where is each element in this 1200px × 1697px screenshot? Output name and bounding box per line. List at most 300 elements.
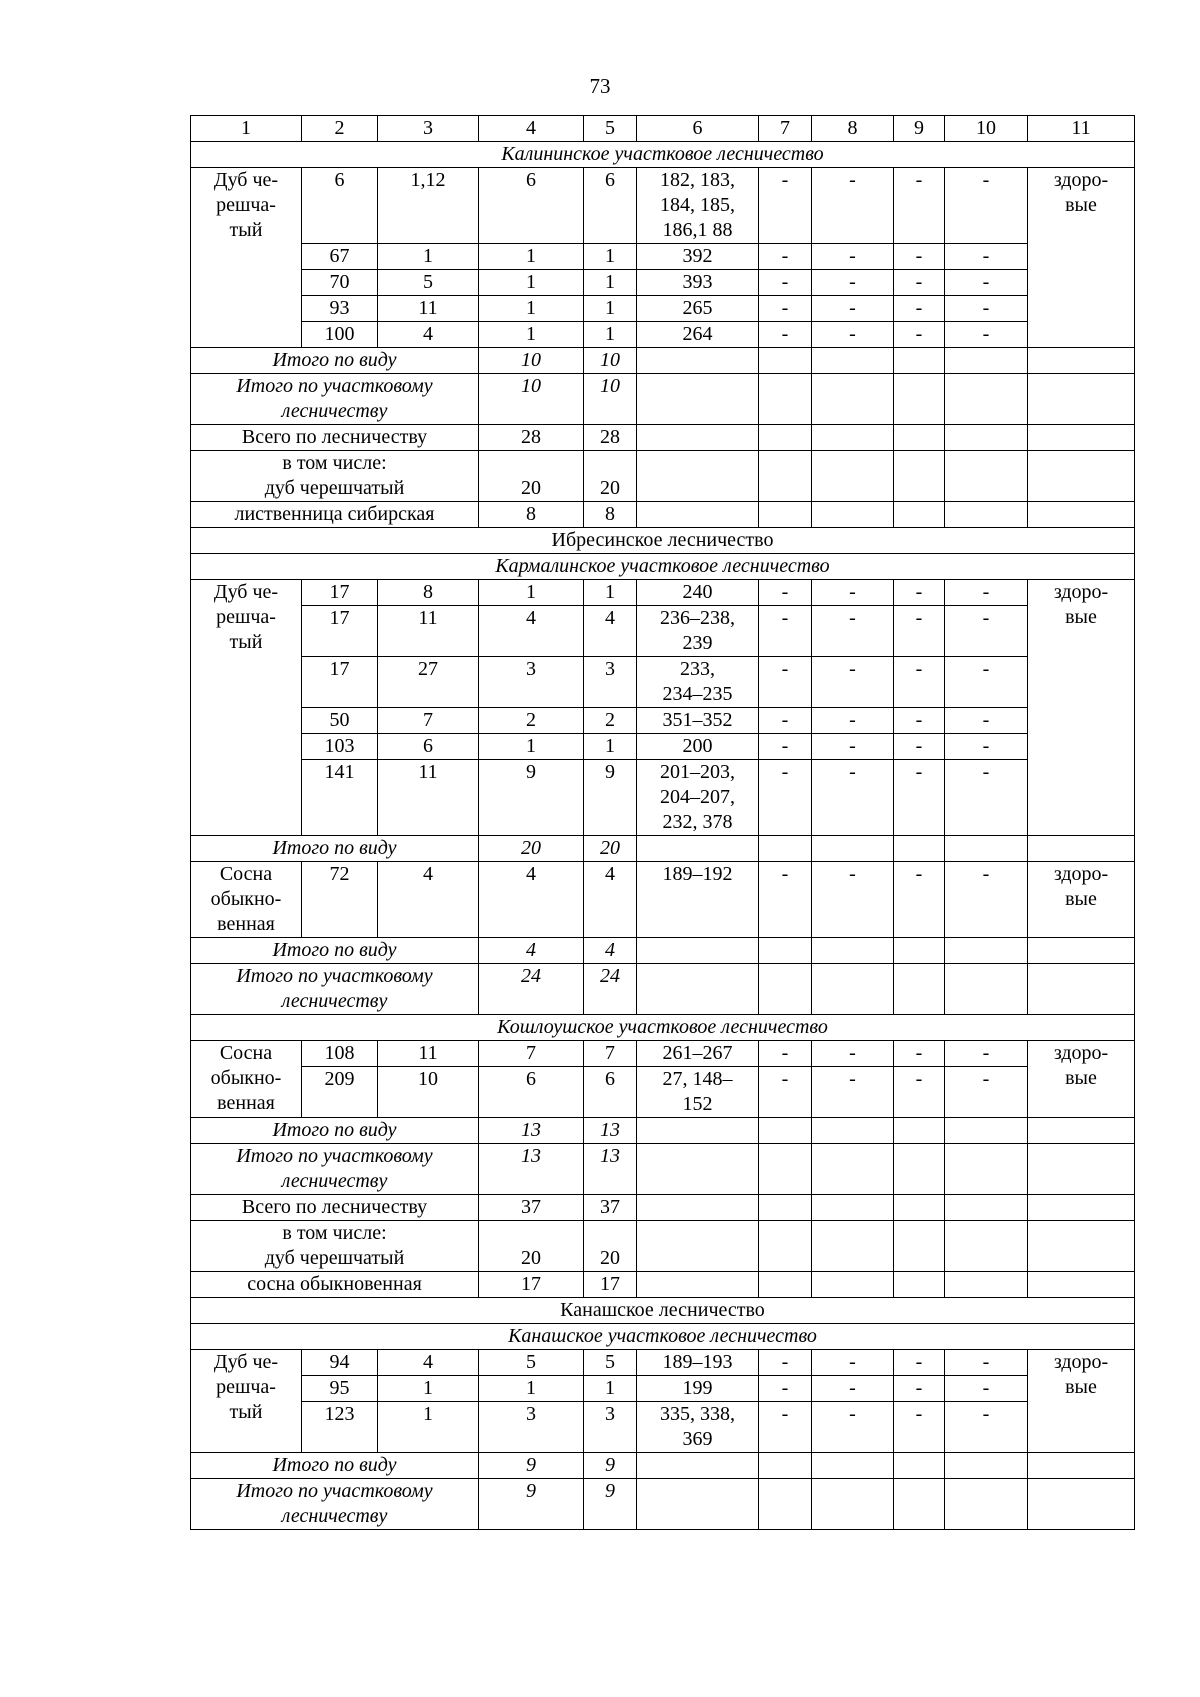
empty-cell <box>1028 1195 1135 1221</box>
dash-cell: - <box>945 270 1028 296</box>
total-label <box>191 964 479 1015</box>
dash-cell: - <box>812 168 894 244</box>
empty-cell <box>894 1453 945 1479</box>
count-cell: 6 <box>584 168 637 244</box>
empty-cell <box>759 348 812 374</box>
header-row <box>191 116 1135 142</box>
total-value: 8 <box>479 502 584 528</box>
species-cell-line: тый <box>229 631 263 653</box>
tree-numbers-cell-line: 152 <box>682 1093 713 1115</box>
empty-cell <box>894 836 945 862</box>
dash-cell: - <box>812 760 894 836</box>
empty-cell <box>894 348 945 374</box>
species-cell-line: тый <box>229 219 263 241</box>
data-row <box>191 657 1135 708</box>
empty-cell <box>1028 1479 1135 1530</box>
empty-cell <box>812 425 894 451</box>
dash-cell: - <box>894 1402 945 1453</box>
plot-cell: 5 <box>378 270 479 296</box>
dash-cell: - <box>894 322 945 348</box>
dash-cell: - <box>894 734 945 760</box>
data-row <box>191 168 1135 244</box>
dash-cell: - <box>759 760 812 836</box>
species-cell-line: решча- <box>216 606 276 628</box>
empty-cell <box>945 1453 1028 1479</box>
plot-cell: 4 <box>378 1350 479 1376</box>
count-cell: 1 <box>479 322 584 348</box>
section-title: Ибресинское лесничество <box>191 528 1135 554</box>
count-cell: 5 <box>479 1350 584 1376</box>
count-cell: 5 <box>584 1350 637 1376</box>
total-value: 28 <box>584 425 637 451</box>
dash-cell: - <box>945 1402 1028 1453</box>
dash-cell: - <box>759 1376 812 1402</box>
empty-cell <box>894 1118 945 1144</box>
quarter-cell: 93 <box>302 296 378 322</box>
species-cell <box>191 1041 302 1118</box>
dash-cell: - <box>812 580 894 606</box>
section-title: Канашское участковое лесничество <box>191 1324 1135 1350</box>
empty-cell <box>812 836 894 862</box>
dash-cell: - <box>812 657 894 708</box>
total-value: 20 <box>479 836 584 862</box>
empty-cell <box>1028 451 1135 502</box>
empty-cell <box>1028 964 1135 1015</box>
dash-cell: - <box>759 734 812 760</box>
data-row <box>191 708 1135 734</box>
total-value: 28 <box>479 425 584 451</box>
empty-cell <box>637 1479 759 1530</box>
empty-cell <box>812 964 894 1015</box>
empty-cell <box>637 1221 759 1272</box>
dash-cell: - <box>894 1041 945 1067</box>
data-row <box>191 1041 1135 1067</box>
empty-cell <box>1028 374 1135 425</box>
total-value: 10 <box>584 348 637 374</box>
tree-numbers-cell <box>637 734 759 760</box>
species-cell-line: решча- <box>216 1376 276 1398</box>
plot-cell: 7 <box>378 708 479 734</box>
column-header: 8 <box>812 116 894 142</box>
total-label: Всего по лесничеству <box>191 1195 479 1221</box>
forestry-table <box>190 115 1135 1530</box>
total-label-line: лесничеству <box>281 1505 388 1527</box>
dash-cell: - <box>945 708 1028 734</box>
section-row <box>191 528 1135 554</box>
including-sub: дуб черешчатый <box>264 477 405 499</box>
total-value: 9 <box>479 1453 584 1479</box>
empty-cell <box>894 451 945 502</box>
dash-cell: - <box>894 270 945 296</box>
total-row <box>191 1144 1135 1195</box>
dash-cell: - <box>759 657 812 708</box>
tree-numbers-cell-line: 393 <box>682 271 713 293</box>
including-label <box>191 451 479 502</box>
total-label-line: Итого по участковому <box>236 375 433 397</box>
count-cell: 4 <box>584 862 637 938</box>
dash-cell: - <box>812 862 894 938</box>
total-value: 10 <box>479 374 584 425</box>
dash-cell: - <box>894 1067 945 1118</box>
empty-cell <box>759 1144 812 1195</box>
empty-cell <box>637 1144 759 1195</box>
including-label: в том числе: <box>282 1222 387 1244</box>
quarter-cell: 6 <box>302 168 378 244</box>
tree-numbers-cell-line: 236–238, <box>660 607 735 629</box>
plot-cell: 27 <box>378 657 479 708</box>
species-cell-line: Сосна <box>219 1042 273 1064</box>
dash-cell: - <box>759 862 812 938</box>
total-value: 10 <box>479 348 584 374</box>
empty-cell <box>894 1221 945 1272</box>
including-label <box>191 1221 479 1272</box>
health-cell-line: вые <box>1065 194 1097 216</box>
total-label <box>191 1479 479 1530</box>
dash-cell: - <box>894 296 945 322</box>
total-row <box>191 348 1135 374</box>
dash-cell: - <box>759 322 812 348</box>
including-sub: дуб черешчатый <box>264 1247 405 1269</box>
quarter-cell: 50 <box>302 708 378 734</box>
empty-cell <box>637 1453 759 1479</box>
health-cell-line: вые <box>1065 888 1097 910</box>
dash-cell: - <box>945 606 1028 657</box>
count-cell: 4 <box>479 606 584 657</box>
empty-cell <box>759 1272 812 1298</box>
data-row <box>191 734 1135 760</box>
dash-cell: - <box>812 270 894 296</box>
including-row <box>191 1221 1135 1272</box>
section-title: Кошлоушское участковое лесничество <box>191 1015 1135 1041</box>
count-cell: 1 <box>479 1376 584 1402</box>
dash-cell: - <box>894 760 945 836</box>
count-cell: 2 <box>479 708 584 734</box>
count-cell: 1 <box>584 322 637 348</box>
plot-cell: 10 <box>378 1067 479 1118</box>
section-title: Калининское участковое лесничество <box>191 142 1135 168</box>
count-cell: 3 <box>584 657 637 708</box>
total-row <box>191 425 1135 451</box>
plot-cell: 1 <box>378 1376 479 1402</box>
plot-cell: 11 <box>378 296 479 322</box>
tree-numbers-cell-line: 264 <box>682 323 713 345</box>
dash-cell: - <box>945 296 1028 322</box>
quarter-cell: 17 <box>302 606 378 657</box>
empty-cell <box>637 451 759 502</box>
empty-cell <box>945 964 1028 1015</box>
section-row <box>191 1324 1135 1350</box>
quarter-cell: 123 <box>302 1402 378 1453</box>
dash-cell: - <box>945 244 1028 270</box>
empty-cell <box>894 1195 945 1221</box>
count-cell: 1 <box>584 270 637 296</box>
total-label: Всего по лесничеству <box>191 425 479 451</box>
empty-cell <box>812 1453 894 1479</box>
column-header: 10 <box>945 116 1028 142</box>
dash-cell: - <box>812 1041 894 1067</box>
dash-cell: - <box>945 322 1028 348</box>
quarter-cell: 70 <box>302 270 378 296</box>
data-row <box>191 760 1135 836</box>
dash-cell: - <box>812 1067 894 1118</box>
tree-numbers-cell <box>637 296 759 322</box>
tree-numbers-cell-line: 239 <box>682 632 713 654</box>
empty-cell <box>1028 938 1135 964</box>
section-row <box>191 554 1135 580</box>
empty-cell <box>812 1479 894 1530</box>
total-value: 4 <box>584 938 637 964</box>
total-value: 13 <box>479 1144 584 1195</box>
dash-cell: - <box>812 606 894 657</box>
tree-numbers-cell <box>637 1402 759 1453</box>
dash-cell: - <box>759 1067 812 1118</box>
total-value: 8 <box>584 502 637 528</box>
quarter-cell: 67 <box>302 244 378 270</box>
empty-cell <box>945 1479 1028 1530</box>
total-label-line: Итого по участковому <box>236 965 433 987</box>
dash-cell: - <box>945 1376 1028 1402</box>
total-label: Итого по виду <box>191 348 479 374</box>
dash-cell: - <box>945 657 1028 708</box>
species-cell-line: Дуб че- <box>213 1351 279 1373</box>
empty-cell <box>637 1118 759 1144</box>
empty-cell <box>759 938 812 964</box>
health-cell <box>1028 862 1135 938</box>
species-cell-line: Дуб че- <box>213 581 279 603</box>
dash-cell: - <box>894 244 945 270</box>
health-cell-line: здоро- <box>1053 1351 1109 1373</box>
tree-numbers-cell-line: 27, 148– <box>662 1068 733 1090</box>
quarter-cell: 108 <box>302 1041 378 1067</box>
total-label: Итого по виду <box>191 1118 479 1144</box>
empty-cell <box>812 348 894 374</box>
total-value: 20 <box>584 451 637 502</box>
total-value: 20 <box>479 1221 584 1272</box>
tree-numbers-cell <box>637 580 759 606</box>
total-label: сосна обыкновенная <box>191 1272 479 1298</box>
health-cell <box>1028 1350 1135 1453</box>
total-value: 17 <box>584 1272 637 1298</box>
health-cell <box>1028 580 1135 836</box>
species-cell <box>191 168 302 348</box>
count-cell: 3 <box>479 1402 584 1453</box>
count-cell: 1 <box>584 1376 637 1402</box>
section-row <box>191 142 1135 168</box>
column-header: 11 <box>1028 116 1135 142</box>
health-cell-line: здоро- <box>1053 169 1109 191</box>
count-cell: 7 <box>584 1041 637 1067</box>
total-row <box>191 502 1135 528</box>
tree-numbers-cell-line: 200 <box>682 735 713 757</box>
empty-cell <box>637 964 759 1015</box>
dash-cell: - <box>759 270 812 296</box>
empty-cell <box>759 836 812 862</box>
empty-cell <box>894 1272 945 1298</box>
total-value: 20 <box>584 836 637 862</box>
empty-cell <box>812 1221 894 1272</box>
section-title: Кармалинское участковое лесничество <box>191 554 1135 580</box>
column-header: 5 <box>584 116 637 142</box>
total-row <box>191 1272 1135 1298</box>
column-header: 9 <box>894 116 945 142</box>
tree-numbers-cell-line: 201–203, <box>660 761 735 783</box>
empty-cell <box>894 374 945 425</box>
count-cell: 1 <box>479 296 584 322</box>
quarter-cell: 94 <box>302 1350 378 1376</box>
tree-numbers-cell <box>637 322 759 348</box>
tree-numbers-cell-line: 233, <box>680 658 715 680</box>
empty-cell <box>812 938 894 964</box>
dash-cell: - <box>812 1402 894 1453</box>
count-cell: 1 <box>584 734 637 760</box>
dash-cell: - <box>759 708 812 734</box>
empty-cell <box>945 938 1028 964</box>
empty-cell <box>637 836 759 862</box>
count-cell: 1 <box>479 580 584 606</box>
empty-cell <box>1028 1118 1135 1144</box>
data-row <box>191 244 1135 270</box>
health-cell <box>1028 1041 1135 1118</box>
empty-cell <box>894 938 945 964</box>
empty-cell <box>759 425 812 451</box>
tree-numbers-cell-line: 261–267 <box>662 1042 733 1064</box>
count-cell: 4 <box>584 606 637 657</box>
total-row <box>191 938 1135 964</box>
empty-cell <box>945 836 1028 862</box>
total-label <box>191 1144 479 1195</box>
section-row <box>191 1015 1135 1041</box>
quarter-cell: 141 <box>302 760 378 836</box>
quarter-cell: 103 <box>302 734 378 760</box>
species-cell <box>191 580 302 836</box>
total-value: 13 <box>479 1118 584 1144</box>
empty-cell <box>637 938 759 964</box>
total-label-line: лесничеству <box>281 400 388 422</box>
tree-numbers-cell-line: 184, 185, <box>660 194 735 216</box>
tree-numbers-cell <box>637 657 759 708</box>
empty-cell <box>1028 1221 1135 1272</box>
tree-numbers-cell-line: 189–193 <box>662 1351 733 1373</box>
dash-cell: - <box>894 606 945 657</box>
data-row <box>191 1402 1135 1453</box>
total-value: 24 <box>479 964 584 1015</box>
tree-numbers-cell <box>637 168 759 244</box>
data-row <box>191 1350 1135 1376</box>
dash-cell: - <box>812 296 894 322</box>
table-body <box>191 116 1135 1530</box>
species-cell-line: Сосна <box>219 863 273 885</box>
column-header: 2 <box>302 116 378 142</box>
count-cell: 1 <box>584 296 637 322</box>
empty-cell <box>945 425 1028 451</box>
empty-cell <box>894 1479 945 1530</box>
health-cell <box>1028 168 1135 348</box>
plot-cell: 1 <box>378 244 479 270</box>
total-label-line: лесничеству <box>281 1170 388 1192</box>
plot-cell: 11 <box>378 606 479 657</box>
health-cell-line: вые <box>1065 606 1097 628</box>
empty-cell <box>759 451 812 502</box>
count-cell: 6 <box>479 1067 584 1118</box>
tree-numbers-cell-line: 204–207, <box>660 786 735 808</box>
total-row <box>191 1195 1135 1221</box>
tree-numbers-cell <box>637 1376 759 1402</box>
plot-cell: 8 <box>378 580 479 606</box>
empty-cell <box>637 502 759 528</box>
column-header: 6 <box>637 116 759 142</box>
tree-numbers-cell <box>637 244 759 270</box>
dash-cell: - <box>812 1376 894 1402</box>
total-value: 24 <box>584 964 637 1015</box>
tree-numbers-cell-line: 351–352 <box>662 709 733 731</box>
count-cell: 6 <box>479 168 584 244</box>
dash-cell: - <box>894 657 945 708</box>
empty-cell <box>1028 1144 1135 1195</box>
dash-cell: - <box>759 580 812 606</box>
empty-cell <box>637 1272 759 1298</box>
total-label: Итого по виду <box>191 1453 479 1479</box>
total-value: 9 <box>479 1479 584 1530</box>
tree-numbers-cell-line: 369 <box>682 1428 713 1450</box>
total-row <box>191 964 1135 1015</box>
dash-cell: - <box>894 862 945 938</box>
dash-cell: - <box>759 168 812 244</box>
count-cell: 7 <box>479 1041 584 1067</box>
quarter-cell: 17 <box>302 580 378 606</box>
plot-cell: 11 <box>378 1041 479 1067</box>
empty-cell <box>1028 348 1135 374</box>
species-cell-line: тый <box>229 1401 263 1423</box>
dash-cell: - <box>945 760 1028 836</box>
including-label: в том числе: <box>282 452 387 474</box>
tree-numbers-cell-line: 240 <box>682 581 713 603</box>
dash-cell: - <box>894 708 945 734</box>
count-cell: 1 <box>479 270 584 296</box>
empty-cell <box>945 1195 1028 1221</box>
including-row <box>191 451 1135 502</box>
dash-cell: - <box>759 1041 812 1067</box>
count-cell: 9 <box>479 760 584 836</box>
section-row <box>191 1298 1135 1324</box>
total-label-line: Итого по участковому <box>236 1480 433 1502</box>
dash-cell: - <box>759 244 812 270</box>
species-cell-line: венная <box>217 913 275 935</box>
dash-cell: - <box>812 708 894 734</box>
empty-cell <box>812 1118 894 1144</box>
empty-cell <box>945 502 1028 528</box>
dash-cell: - <box>945 1041 1028 1067</box>
total-value: 13 <box>584 1118 637 1144</box>
total-row <box>191 374 1135 425</box>
tree-numbers-cell <box>637 1041 759 1067</box>
total-value: 9 <box>584 1479 637 1530</box>
dash-cell: - <box>945 580 1028 606</box>
total-value: 17 <box>479 1272 584 1298</box>
empty-cell <box>759 502 812 528</box>
plot-cell: 4 <box>378 322 479 348</box>
data-row <box>191 1067 1135 1118</box>
species-cell-line: обыкно- <box>210 888 282 910</box>
empty-cell <box>894 1144 945 1195</box>
tree-numbers-cell-line: 265 <box>682 297 713 319</box>
quarter-cell: 209 <box>302 1067 378 1118</box>
column-header: 7 <box>759 116 812 142</box>
empty-cell <box>812 502 894 528</box>
empty-cell <box>945 1144 1028 1195</box>
empty-cell <box>812 451 894 502</box>
empty-cell <box>759 1453 812 1479</box>
total-value: 13 <box>584 1144 637 1195</box>
